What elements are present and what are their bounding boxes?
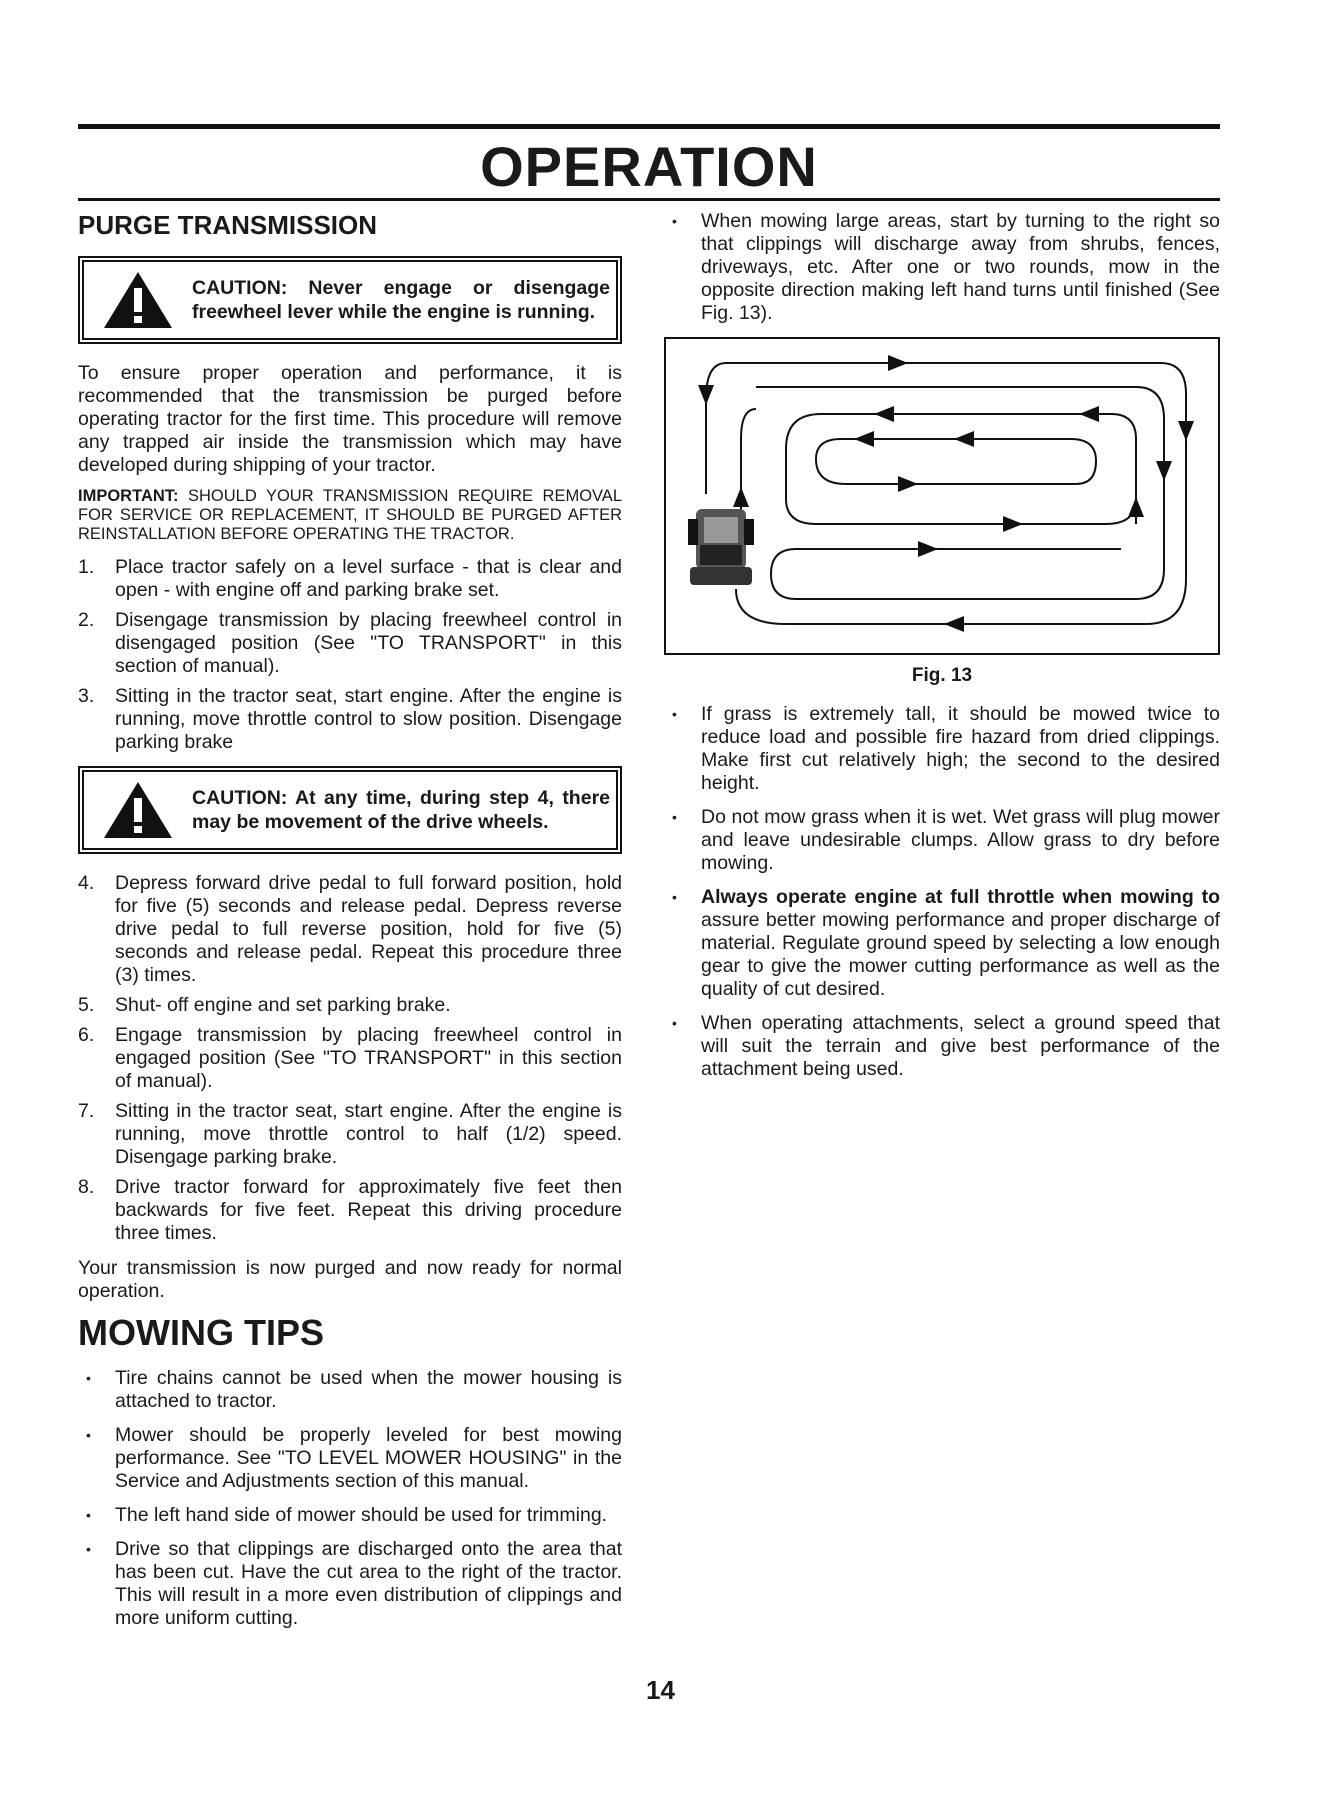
list-item [78,1176,622,1245]
list-item: • The left hand side of mower should be used for trimming. [86,1504,608,1526]
caution-text: CAUTION: At any time, during step 4, there may be movement of the drive wheels. [192,787,610,833]
tip-text: Tire chains cannot be used when the mower housing is attached to tractor. [115,1367,622,1412]
step-number: 8. [78,1176,95,1198]
mowing-tips-list-left [78,1367,622,1630]
tip-text: Drive so that clippings are discharged onto the area that has been cut. Have the cut area to the right of the tractor. This will result in a more even distribution of clippings and more uniform cutting. [115,1538,622,1629]
list-item: • Tire chains cannot be used when the mower housing is attached to tractor. [86,1367,622,1412]
tip-text: If grass is extremely tall, it should be mowed twice to reduce load and possible fire hazard from dried clippings. Make first cut relatively high; the second to the desired height. [701,703,1220,794]
list-item: • When operating attachments, select a ground speed that will suit the terrain and give best performance of the attachment being used. [672,1012,1220,1080]
important-text: SHOULD YOUR TRANSMISSION REQUIRE REMOVAL FOR SERVICE OR REPLACEMENT, IT SHOULD BE PURGED AFTER REINSTALLATION BEFORE OPERATING THE TRACTOR. [78,487,622,543]
right-column [664,210,1220,1093]
step-text: Depress forward drive pedal to full forward position, hold for five (5) seconds and release pedal. Depress reverse drive pedal to full reverse position, hold for five (5) seconds and release pedal. Repeat this procedure three (3) times. [115,872,622,986]
warning-icon [102,270,174,330]
mowing-tips-heading: MOWING TIPS [78,1312,324,1353]
mowing-tips-list-right [664,703,1220,1081]
tip-text: The left hand side of mower should be used for trimming. [115,1504,608,1526]
tip-text: When mowing large areas, start by turning to the right so that clippings will discharge away from shrubs, fences, driveways, etc. After one or two rounds, mow in the opposite direction making left hand turns until finished (See Fig. 13). [701,210,1220,324]
step-number: 1. [78,556,95,578]
list-item [78,1100,622,1169]
caution-box-drive-wheels [78,766,622,854]
tip-bold-lead: Always operate engine at full throttle when mowing to [701,886,1220,908]
list-item: • If grass is extremely tall, it should be mowed twice to reduce load and possible fire hazard from dried clippings. Make first cut relatively high; the second to the desired height. [672,703,1220,794]
list-item [78,994,622,1017]
tractor-icon [688,509,754,585]
step-text: Sitting in the tractor seat, start engine. After the engine is running, move throttle control to slow position. Disengage parking brake [115,685,622,753]
list-item [78,609,622,678]
important-note [78,487,622,544]
step-number: 5. [78,994,95,1016]
step-text: Disengage transmission by placing freewheel control in disengaged position (See "TO TRANSPORT" in this section of manual). [115,609,622,677]
list-item: • When mowing large areas, start by turning to the right so that clippings will discharge away from shrubs, fences, driveways, etc. After one or two rounds, mow in the opposite direction making left hand turns until finished (See Fig. 13). [672,210,1220,324]
tip-text: assure better mowing performance and proper discharge of material. Regulate ground speed by selecting a low enough gear to give the mower cutting performance as well as the quality of cut desired. [701,909,1220,1000]
list-item [78,685,622,754]
page-title: OPERATION [480,135,818,198]
step-text: Engage transmission by placing freewheel control in engaged position (See "TO TRANSPORT" in this section of manual). [115,1024,622,1092]
outro-paragraph: Your transmission is now purged and now ready for normal operation. [78,1257,622,1302]
tip-text: Do not mow grass when it is wet. Wet grass will plug mower and leave undesirable clumps. Allow grass to dry before mowing. [701,806,1220,874]
tip-text: Mower should be properly leveled for best mowing performance. See "TO LEVEL MOWER HOUSING" in the Service and Adjustments section of this manual. [115,1424,622,1492]
list-item [78,556,622,602]
tip-text: When operating attachments, select a ground speed that will suit the terrain and give best performance of the attachment being used. [701,1012,1220,1080]
step-number: 7. [78,1100,95,1122]
caution-box-freewheel [78,256,622,344]
page-number: 14 [646,1675,675,1705]
figure-13-mowing-pattern [664,337,1220,655]
list-item: • Mower should be properly leveled for best mowing performance. See "TO LEVEL MOWER HOUSING" in the Service and Adjustments section of this manual. [86,1424,622,1492]
intro-paragraph: To ensure proper operation and performance, it is recommended that the transmission be purged before operating tractor for the first time. This procedure will remove any trapped air inside the transmission which may have developed during shipping of your tractor. [78,362,622,476]
step-text: Place tractor safely on a level surface - that is clear and open - with engine off and parking brake set. [115,556,622,601]
mowing-tips-list-right-top [664,210,1220,325]
list-item: • Drive so that clippings are discharged onto the area that has been cut. Have the cut area to the right of the tractor. This will result in a more even distribution of clippings and more uniform cutting. [86,1538,622,1629]
list-item: • Always operate engine at full throttle when mowing to assure better mowing performance and proper discharge of material. Regulate ground speed by selecting a low enough gear to give the mower cutting performance as well as the quality of cut desired. [672,886,1220,1000]
list-item: • Do not mow grass when it is wet. Wet grass will plug mower and leave undesirable clumps. Allow grass to dry before mowing. [672,806,1220,874]
warning-icon [102,780,174,840]
step-number: 2. [78,609,95,631]
purge-transmission-heading: PURGE TRANSMISSION [78,210,378,240]
left-column [78,210,622,1642]
step-text: Shut- off engine and set parking brake. [115,994,451,1016]
list-item [78,872,622,987]
step-text: Drive tractor forward for approximately five feet then backwards for five feet. Repeat this driving procedure three times. [115,1176,622,1244]
figure-caption: Fig. 13 [911,665,973,686]
step-number: 4. [78,872,95,894]
step-number: 6. [78,1024,95,1046]
step-number: 3. [78,685,95,707]
list-item [78,1024,622,1093]
title-underline [78,198,1220,201]
step-text: Sitting in the tractor seat, start engine. After the engine is running, move throttle control to half (1/2) speed. Disengage parking brake. [115,1100,622,1168]
purge-steps-list-b [78,872,622,1245]
top-rule [78,124,1220,129]
purge-steps-list-a [78,556,622,754]
mowing-pattern-diagram [666,339,1218,653]
caution-text: CAUTION: Never engage or disengage freewheel lever while the engine is running. [192,277,610,323]
important-label: IMPORTANT: [78,487,179,505]
